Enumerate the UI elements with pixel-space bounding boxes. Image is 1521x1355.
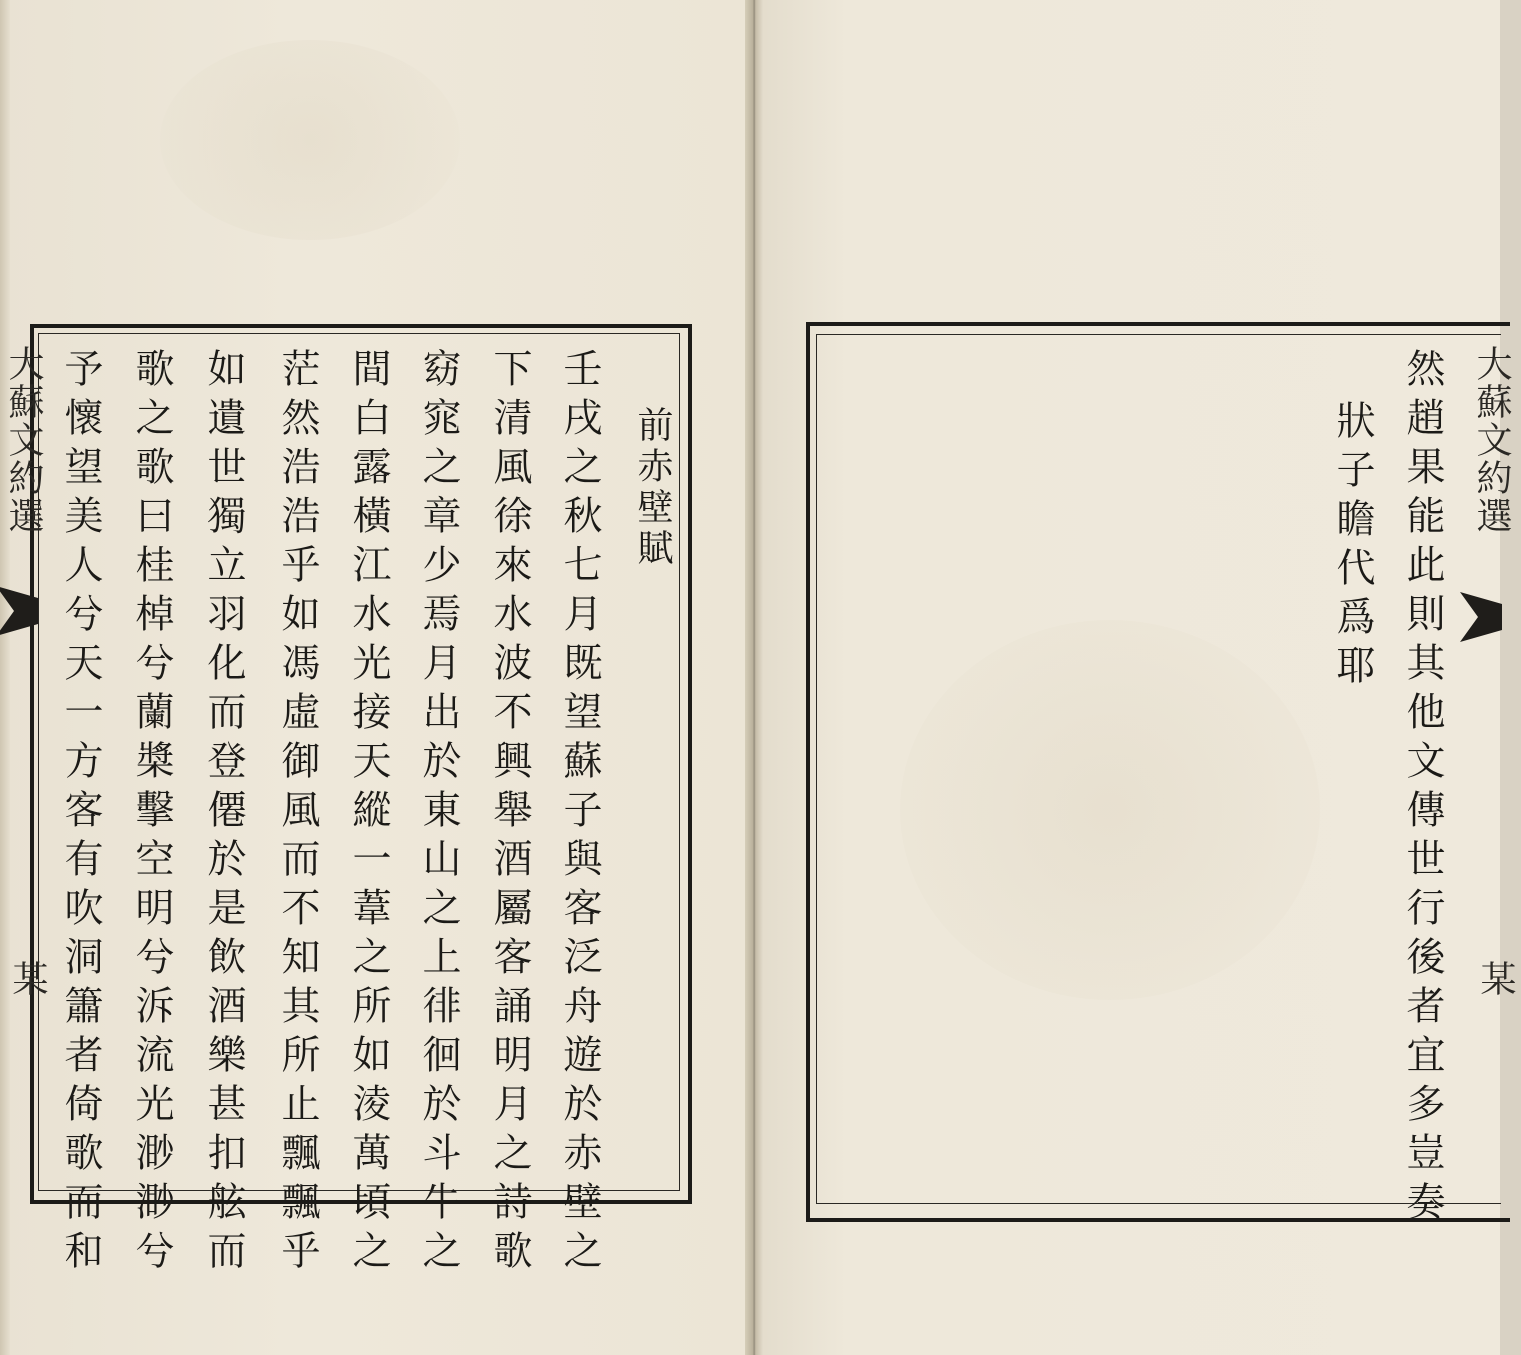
essay-title: 前赤壁賦 [632,406,673,570]
text-column-8: 予懷望美人兮天一方客有吹洞簫者倚歌而和 [58,348,103,1279]
text-column-4: 間白露橫江水光接天縱一葦之所如淩萬頃之 [346,348,391,1279]
right-margin-title: 大蘇文約選 [1471,345,1512,535]
text-column-1: 壬戌之秋七月既望蘇子與客泛舟遊於赤壁之 [557,348,602,1279]
leaf-edge [0,0,10,1355]
right-inner-border [816,334,1501,1204]
right-folio: 某 [1475,960,1516,996]
right-fishtail-mark [1460,592,1504,642]
text-column-right-2: 狀子瞻代爲耶 [1330,400,1375,694]
text-column-3: 窈窕之章少焉月出於東山之上徘徊於斗牛之 [416,348,461,1279]
text-column-7: 歌之歌曰桂棹兮蘭槳擊空明兮泝流光渺渺兮 [129,348,174,1279]
text-column-2: 下清風徐來水波不興舉酒屬客誦明月之詩歌 [487,348,532,1279]
text-column-5: 茫然浩浩乎如馮虛御風而不知其所止飄飄乎 [275,348,320,1279]
left-margin-title: 大蘇文約選 [3,345,44,535]
left-folio: 某 [7,960,48,996]
book-gutter [745,0,763,1355]
text-column-right-1: 然趙果能此則其他文傳世行後者宜多豈奏 [1400,348,1445,1230]
text-column-6: 如遺世獨立羽化而登僊於是飲酒樂甚扣舷而 [201,348,246,1279]
left-fishtail-mark [0,586,40,636]
paper-stain [160,40,460,240]
